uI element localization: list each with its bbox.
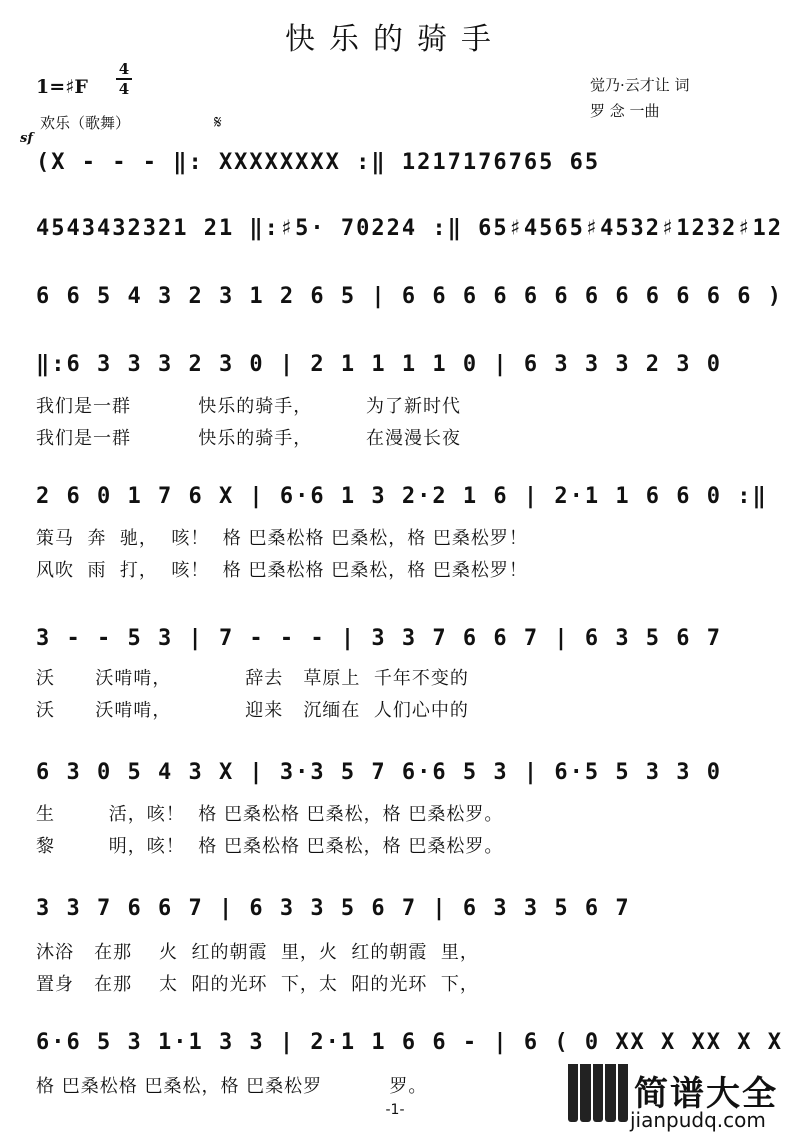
lyrics-verse-2: 置身 在那 太 阳的光环 下，太 阳的光环 下， bbox=[36, 974, 479, 995]
piano-icon bbox=[568, 1064, 628, 1122]
lyrics-verse-1: 我们是一群 快乐的骑手， 为了新时代 bbox=[36, 396, 461, 417]
segno-icon: 𝄋 bbox=[214, 112, 222, 133]
notes-line: 6 3 0 5 4 3 X | 3·3 5 7 6·6 5 3 | 6·5 5 3 3 0 bbox=[36, 760, 723, 785]
watermark-brand: 简谱大全 bbox=[634, 1074, 778, 1114]
lyrics-verse-2: 黎 明，咳！ 格 巴桑松格 巴桑松，格 巴桑松罗。 bbox=[36, 836, 504, 857]
lyrics-verse-2: 沃 沃啃啃， 迎来 沉缅在 人们心中的 bbox=[36, 700, 469, 721]
notes-line: 6 6 5 4 3 2 3 1 2 6 5 | 6 6 6 6 6 6 6 6 6 6 6 6 ) bbox=[36, 284, 784, 309]
time-signature bbox=[116, 60, 132, 98]
notes-line: 6·6 5 3 1·1 3 3 | 2·1 1 6 6 - | 6 ( 0 XX X XX X X bbox=[36, 1030, 784, 1055]
notes-line: 4543432321 21 ‖:♯5· 70224 :‖ 65♯4565♯4532♯1232♯12 bbox=[36, 216, 784, 241]
system-4 bbox=[0, 352, 790, 382]
song-title: 快乐的骑手 bbox=[285, 22, 505, 57]
lyrics-verse-1: 沃 沃啃啃， 辞去 草原上 千年不变的 bbox=[36, 668, 469, 689]
notes-line: ‖:6 3 3 3 2 3 0 | 2 1 1 1 1 0 | 6 3 3 3 2 3 0 bbox=[36, 352, 723, 377]
time-denominator: 4 bbox=[118, 80, 130, 98]
composer-credit: 罗 念 一曲 bbox=[590, 102, 660, 120]
system-1 bbox=[0, 150, 790, 180]
system-6 bbox=[0, 626, 790, 656]
credits bbox=[590, 72, 690, 124]
lyrics-verse-1: 格 巴桑松格 巴桑松，格 巴桑松罗 罗。 bbox=[36, 1076, 428, 1097]
notes-line: 2 6 0 1 7 6 X | 6·6 1 3 2·2 1 6 | 2·1 1 6 6 0 :‖ bbox=[36, 484, 768, 509]
system-7 bbox=[0, 760, 790, 790]
notes-line: 3 - - 5 3 | 7 - - - | 3 3 7 6 6 7 | 6 3 5 6 7 bbox=[36, 626, 723, 651]
notes-line: 3 3 7 6 6 7 | 6 3 3 5 6 7 | 6 3 3 5 6 7 bbox=[36, 896, 631, 921]
lyrics-verse-1: 沐浴 在那 火 红的朝霞 里，火 红的朝霞 里， bbox=[36, 942, 479, 963]
system-8 bbox=[0, 896, 790, 926]
system-5 bbox=[0, 484, 790, 514]
lyrics-verse-1: 策马 奔 驰， 咳！ 格 巴桑松格 巴桑松，格 巴桑松罗！ bbox=[36, 528, 528, 549]
lyrics-verse-2: 我们是一群 快乐的骑手， 在漫漫长夜 bbox=[36, 428, 461, 449]
lyrics-verse-1: 生 活，咳！ 格 巴桑松格 巴桑松，格 巴桑松罗。 bbox=[36, 804, 504, 825]
time-numerator: 4 bbox=[118, 60, 130, 78]
watermark-logo bbox=[568, 1064, 790, 1133]
dynamic-marking: sf bbox=[20, 131, 33, 146]
system-2 bbox=[0, 216, 790, 246]
page-number: -1- bbox=[385, 1102, 405, 1118]
system-3 bbox=[0, 284, 790, 314]
key-signature: 1=♯F bbox=[36, 76, 88, 98]
notes-line: (X - - - ‖: XXXXXXXX :‖ 1217176765 65 bbox=[36, 150, 601, 175]
watermark-domain: jianpudq.com bbox=[630, 1108, 766, 1132]
tempo-marking: 欢乐（歌舞） bbox=[40, 114, 131, 132]
lyrics-verse-2: 风吹 雨 打， 咳！ 格 巴桑松格 巴桑松，格 巴桑松罗！ bbox=[36, 560, 528, 581]
lyricist-credit: 觉乃·云才让 词 bbox=[590, 76, 690, 94]
system-9 bbox=[0, 1030, 790, 1060]
